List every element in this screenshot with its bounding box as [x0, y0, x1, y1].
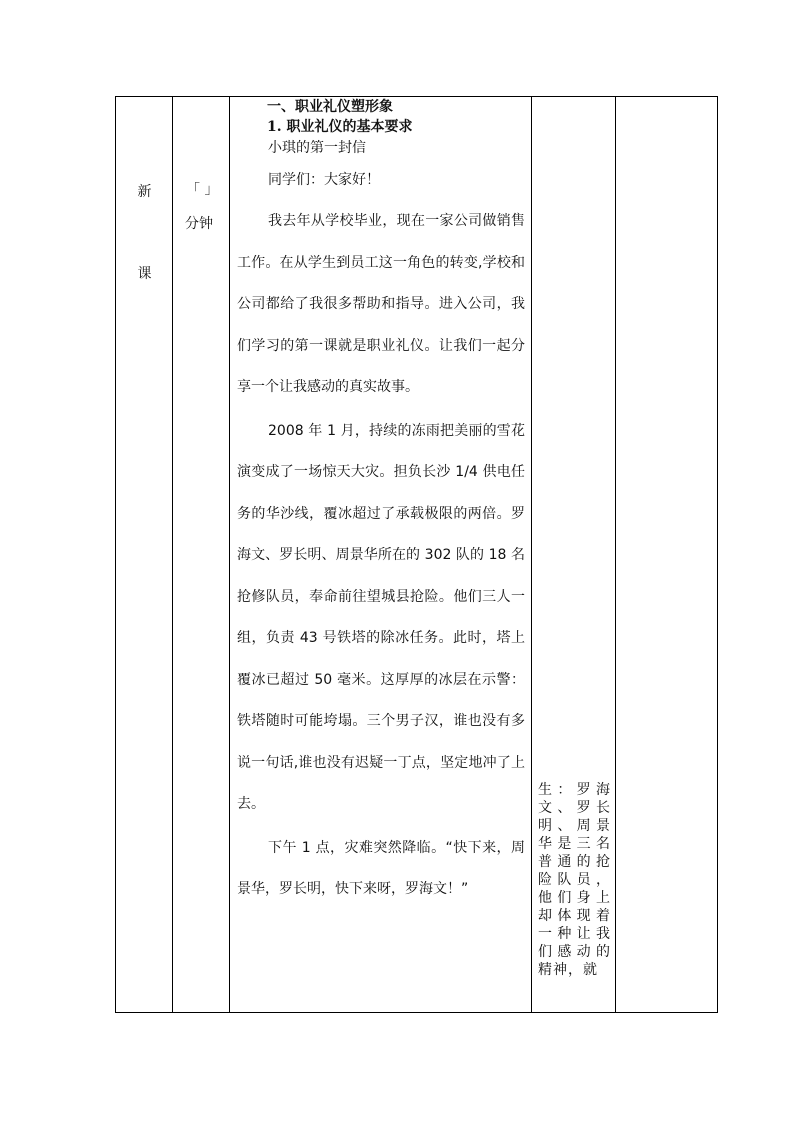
time-cell — [173, 97, 230, 1013]
notes-cell — [616, 97, 718, 1013]
time-bracket: 「 」 — [186, 182, 219, 198]
subsection-heading: 1. 职业礼仪的基本要求 — [267, 119, 413, 135]
lesson-plan-table — [115, 96, 718, 1013]
letter-greeting: 同学们：大家好！ — [268, 172, 380, 188]
content-cell — [230, 97, 532, 1013]
time-unit: 分钟 — [185, 216, 213, 232]
letter-paragraph: 我去年从学校毕业，现在一家公司做销售工作。在从学生到员工这一角色的转变,学校和公司都给了我很多帮助和指导。进入公司，我们学习的第一课就是职业礼仪。让我们一起分享一个让我感动的真实故事。 — [237, 213, 525, 395]
stage-label-lesson: 课 — [137, 266, 152, 282]
letter-title: 小琪的第一封信 — [268, 140, 366, 156]
student-response-text: 生：罗海文、罗长明、周景华是三名普通的抢险队员，他们身上却体现着一种让我们感动的精神，就 — [538, 782, 611, 978]
story-paragraph: 2008 年 1 月，持续的冻雨把美丽的雪花演变成了一场惊天大灾。担负长沙 1/4 供电任务的华沙线，覆冰超过了承载极限的两倍。罗海文、罗长明、周景华所在的 302 队的 18 名抢修队员，奉命前往望城县抢险。他们三人一组，负责 43 号铁塔的除冰任务。此时，塔上覆冰已超过 50 毫米。这厚厚的冰层在示警：铁塔随时可能垮塌。三个男子汉，谁也没有多说一句话,谁也没有迟疑一丁点，坚定地冲了上去。 — [237, 422, 525, 812]
stage-cell — [116, 97, 173, 1013]
story-paragraph-continued: 下午 1 点，灾难突然降临。“快下来，周景华，罗长明，快下来呀，罗海文！” — [237, 839, 525, 897]
section-heading: 一、职业礼仪塑形象 — [267, 99, 393, 115]
student-activity-cell — [532, 97, 616, 1013]
table-row — [116, 97, 718, 1013]
stage-label-new: 新 — [137, 184, 152, 200]
